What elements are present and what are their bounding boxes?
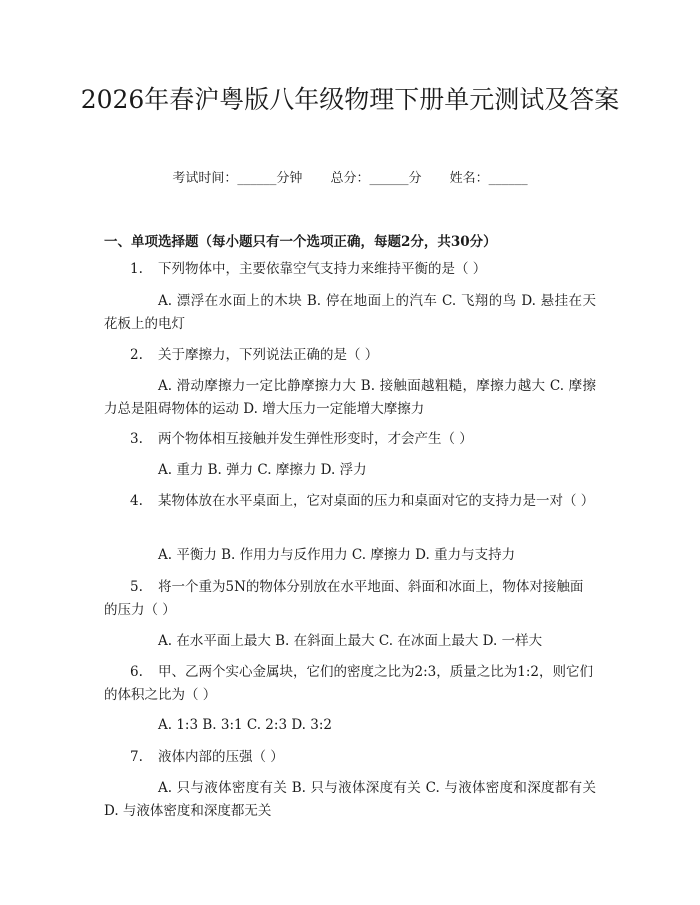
question-5-options: A. 在水平面上最大 B. 在斜面上最大 C. 在冰面上最大 D. 一样大	[158, 633, 543, 649]
question-number: 5.	[130, 579, 143, 595]
question-number: 1.	[130, 261, 143, 277]
question-2-options: A. 滑动摩擦力一定比静摩擦力大 B. 接触面越粗糙，摩擦力越大 C. 摩擦力总是阻碍物体的运动 D. 增大压力一定能增大摩擦力	[104, 378, 596, 417]
question-text: 甲、乙两个实心金属块，它们的密度之比为2:3，质量之比为1:2，则它们的体积之比为（ ）	[104, 664, 593, 703]
question-text: 两个物体相互接触并发生弹性形变时，才会产生（ ）	[158, 431, 473, 447]
question-4-options: A. 平衡力 B. 作用力与反作用力 C. 摩擦力 D. 重力与支持力	[158, 547, 516, 563]
question-6-options: A. 1:3 B. 3:1 C. 2:3 D. 3:2	[158, 717, 332, 733]
question-3-options: A. 重力 B. 弹力 C. 摩擦力 D. 浮力	[158, 462, 367, 478]
student-name-field: 姓名：______	[449, 171, 528, 186]
question-2	[104, 344, 596, 367]
question-7-options: A. 只与液体密度有关 B. 只与液体深度有关 C. 与液体密度和深度都有关 D. 与液体密度和深度都无关	[104, 780, 596, 819]
question-4	[104, 490, 596, 513]
question-5	[104, 576, 596, 622]
question-text: 液体内部的压强（ ）	[158, 749, 284, 765]
question-1-options: A. 漂浮在水面上的木块 B. 停在地面上的汽车 C. 飞翔的鸟 D. 悬挂在天花板上的电灯	[104, 293, 596, 332]
question-7	[104, 746, 596, 769]
question-text: 某物体放在水平桌面上，它对桌面的压力和桌面对它的支持力是一对（ ）	[158, 493, 595, 509]
section-heading: 一、单项选择题（每小题只有一个选项正确，每题2分，共30分）	[104, 234, 497, 250]
question-text: 关于摩擦力，下列说法正确的是（ ）	[158, 347, 379, 363]
question-1	[104, 258, 596, 281]
exam-time-field: 考试时间：______分钟	[172, 171, 303, 186]
total-score-field: 总分：______分	[330, 171, 422, 186]
question-number: 3.	[130, 431, 143, 447]
question-number: 2.	[130, 347, 143, 363]
question-text: 下列物体中，主要依靠空气支持力来维持平衡的是（ ）	[158, 261, 487, 277]
question-number: 7.	[130, 749, 143, 765]
exam-meta	[0, 167, 700, 186]
page-title: 2026年春沪粤版八年级物理下册单元测试及答案	[80, 85, 620, 114]
question-3	[104, 428, 596, 451]
question-number: 4.	[130, 493, 143, 509]
question-text: 将一个重为5N的物体分别放在水平地面、斜面和冰面上，物体对接触面的压力（ ）	[104, 579, 584, 618]
question-number: 6.	[130, 664, 143, 680]
question-6	[104, 661, 596, 707]
